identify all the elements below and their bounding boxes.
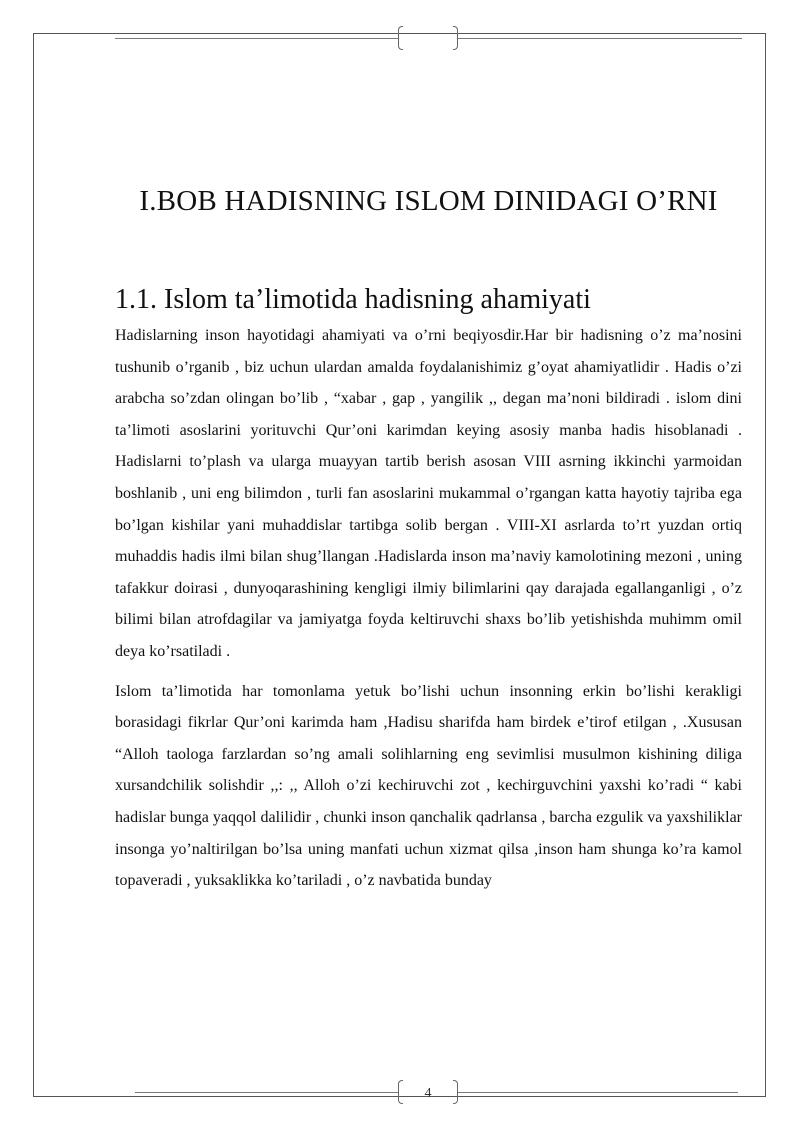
section-title: 1.1. Islom ta’limotida hadisning ahamiyati: [115, 284, 591, 315]
chapter-title: I.BOB HADISNING ISLOM DINIDAGI O’RNI: [139, 185, 718, 217]
footer-bracket-left: [398, 1080, 403, 1104]
header-bracket-right: [453, 26, 458, 50]
paragraph-1: Hadislarning inson hayotidagi ahamiyati va o’rni beqiyosdir.Har bir hadisning o’z ma’nosini tushunib o’rganib , biz uchun ulardan amalda foydalanishimiz g’oyat ahamiyatlidir . Hadis o’zi arabcha so’zdan olingan bo’lib , “xabar , gap , yangilik ,, degan ma’noni bildiradi . islom dini ta’limoti asoslarini yorituvchi Qur’oni karimdan keying asosiy manba hadis hisoblanadi . Hadislarni to’plash va ularga muayyan tartib berish asosan VIII asrning ikkinchi yarmoidan boshlanib , uni eng bilimdon , turli fan asoslarini mukammal o’rgangan katta hayotiy tajriba ega bo’lgan kishilar yani muhaddislar tartibga solib bergan . VIII-XI asrlarda to’rt yuzdan ortiq muhaddis hadis ilmi bilan shug’llangan .Hadislarda inson ma’naviy kamolotining mezoni , uning tafakkur doirasi , dunyoqarashining kengligi ilmiy bilimlarini qay darajada egallanganligi , o’z bilimi bilan atrofdagilar va jamiyatga foyda keltiruvchi shaxs bo’lib yetishishda muhimm omil deya ko’rsatiladi .: [115, 327, 742, 660]
document-body: [115, 180, 742, 897]
footer-bracket-right: [453, 1080, 458, 1104]
footer-rule-right: [458, 1092, 738, 1093]
header-rule-right: [458, 38, 742, 39]
paragraph-2: Islom ta’limotida har tomonlama yetuk bo’lishi uchun insonning erkin bo’lishi kerakligi borasidagi fikrlar Qur’oni karimda ham ,Hadisu sharifda ham birdek e’tirof etilgan , .Xususan “Alloh taologa farzlardan so’ng amali solihlarning eng sevimlisi musulmon kishining diliga xursandchilik solishdir ,,: ,, Alloh o’zi kechiruvchi zot , kechirguvchini yaxshi ko’radi “ kabi hadislar bunga yaqqol dalilidir , chunki inson qanchalik qadrlansa , barcha ezgulik va yaxshiliklar insonga yo’naltirilgan bo’lsa uning manfati uchun xizmat qilsa ,inson ham shunga ko’ra kamol topaveradi , yuksaklikka ko’tariladi , o’z navbatida bunday: [115, 682, 742, 890]
header-rule-left: [115, 38, 398, 39]
header-bracket-left: [398, 26, 403, 50]
footer-rule-left: [135, 1092, 398, 1093]
page-number: 4: [424, 1086, 432, 1101]
